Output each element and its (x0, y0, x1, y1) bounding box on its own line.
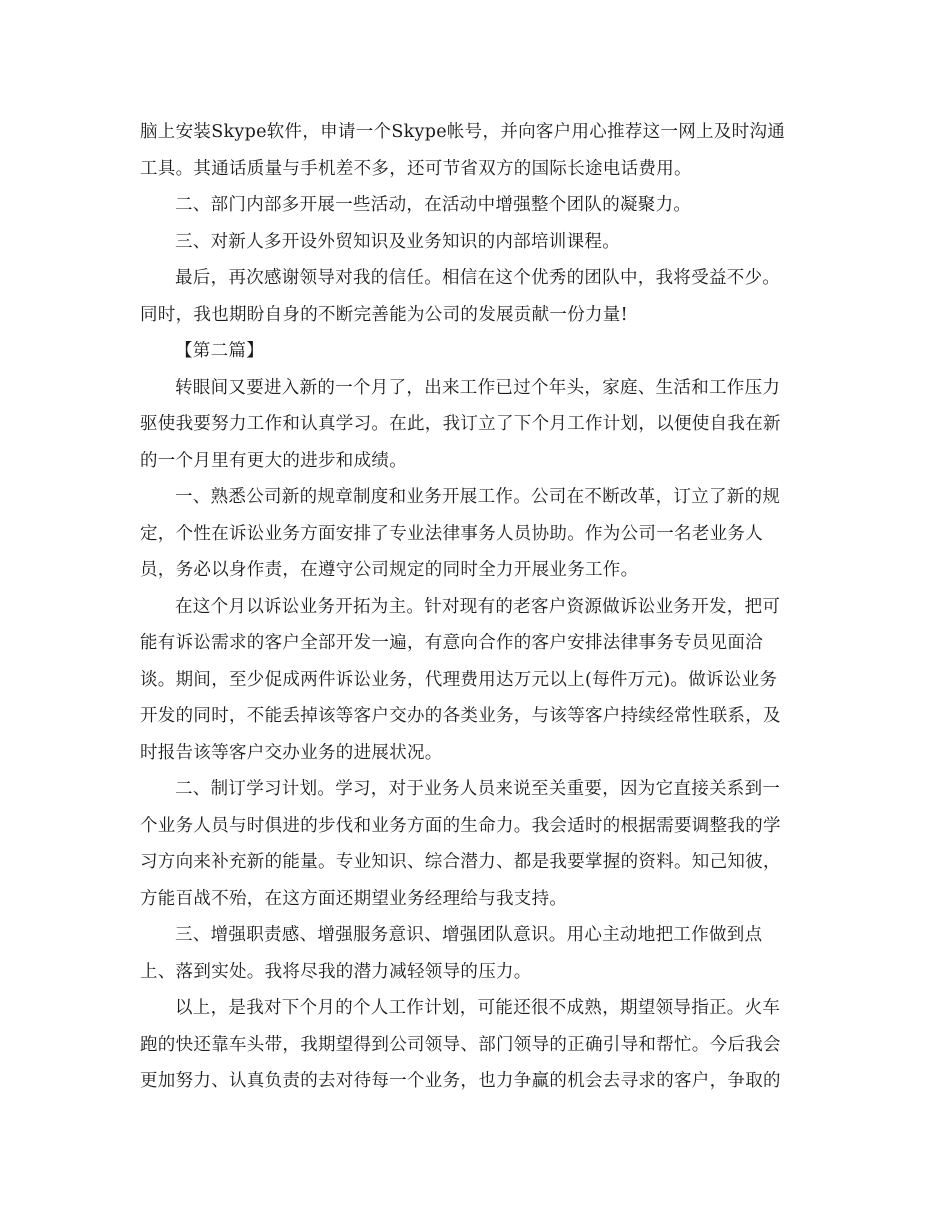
text-line: 谈。期间，至少促成两件诉讼业务，代理费用达万元以上(每件万元)。做诉讼业务 (140, 669, 778, 690)
text-line: 上、落到实处。我将尽我的潜力减轻领导的压力。 (140, 961, 532, 982)
text-line: 更加努力、认真负责的去对待每一个业务，也力争赢的机会去寻求的客户，争取的 (140, 1071, 781, 1091)
document-body (140, 114, 812, 1100)
text-line: 三、增强职责感、增强服务意识、增强团队意识。用心主动地把工作做到点 (175, 925, 763, 945)
text-line: 能有诉讼需求的客户全部开发一遍，有意向合作的客户安排法律事务专员见面洽 (140, 633, 763, 653)
text-line: 二、部门内部多开展一些活动，在活动中增强整个团队的凝聚力。 (175, 195, 692, 215)
text-line: 工具。其通话质量与手机差不多，还可节省双方的国际长途电话费用。 (140, 158, 692, 179)
text-line: 开发的同时，不能丢掉该等客户交办的各类业务，与该等客户持续经常性联系，及 (140, 706, 781, 726)
text-line: 跑的快还靠车头带，我期望得到公司领导、部门领导的正确引导和帮忙。今后我会 (140, 1034, 781, 1055)
text-line: 的一个月里有更大的进步和成绩。 (140, 450, 407, 471)
text-line: 习方向来补充新的能量。专业知识、综合潜力、都是我要掌握的资料。知己知彼， (140, 852, 781, 872)
text-line: 员，务必以身作责，在遵守公司规定的同时全力开展业务工作。 (140, 560, 639, 580)
text-line: 三、对新人多开设外贸知识及业务知识的内部培训课程。 (175, 231, 620, 252)
text-line: 时报告该等客户交办业务的进展状况。 (140, 742, 443, 763)
section-heading: 【第二篇】 (175, 341, 264, 361)
text-line: 脑上安装Skype软件，申请一个Skype帐号，并向客户用心推荐这一网上及时沟通 (140, 122, 786, 142)
text-line: 转眼间又要进入新的一个月了，出来工作已过个年头，家庭、生活和工作压力 (175, 377, 781, 398)
text-line: 驱使我要努力工作和认真学习。在此，我订立了下个月工作计划，以便使自我在新 (140, 414, 781, 434)
text-line: 二、制订学习计划。学习，对于业务人员来说至关重要，因为它直接关系到一 (175, 779, 781, 799)
text-line: 方能百战不殆，在这方面还期望业务经理给与我支持。 (140, 888, 568, 909)
text-line: 同时，我也期盼自身的不断完善能为公司的发展贡献一份力量! (140, 304, 628, 325)
text-line: 个业务人员与时俱进的步伐和业务方面的生命力。我会适时的根据需要调整我的学 (140, 815, 781, 836)
text-line: 以上，是我对下个月的个人工作计划，可能还很不成熟，期望领导指正。火车 (175, 998, 781, 1018)
text-line: 在这个月以诉讼业务开拓为主。针对现有的老客户资源做诉讼业务开发，把可 (175, 596, 781, 617)
text-line: 一、熟悉公司新的规章制度和业务开展工作。公司在不断改革，订立了新的规 (175, 487, 781, 507)
text-line: 定，个性在诉讼业务方面安排了专业法律事务人员协助。作为公司一名老业务人 (140, 523, 763, 544)
text-line: 最后，再次感谢领导对我的信任。相信在这个优秀的团队中，我将受益不少。 (175, 268, 781, 288)
